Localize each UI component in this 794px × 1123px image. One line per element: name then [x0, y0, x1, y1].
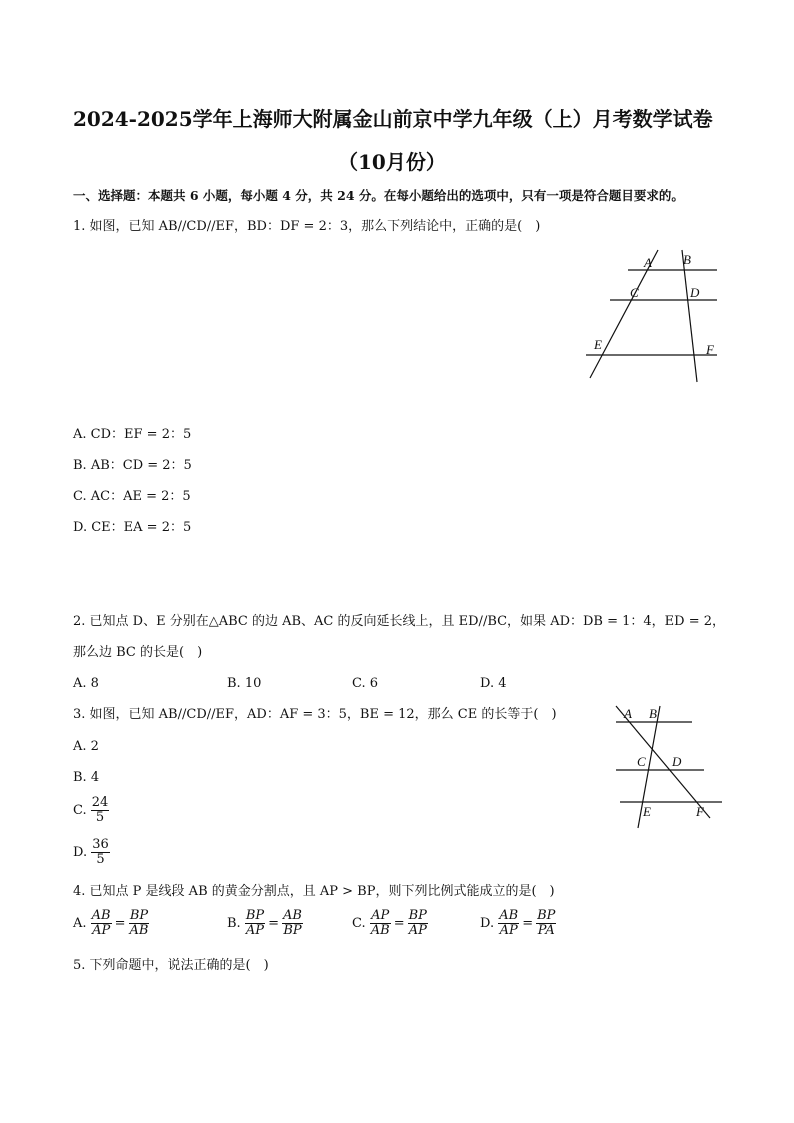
- q4-option-d[interactable]: [480, 909, 556, 938]
- q4-option-d-right: $\frac{BP}{PA}$: [537, 908, 556, 938]
- q3-option-c[interactable]: [73, 796, 109, 825]
- q1-option-c[interactable]: C. AC：AE = 2：5: [73, 489, 191, 504]
- q1-label-e: E: [594, 337, 602, 352]
- q3-option-c-fraction: $\frac{24}{5}$: [91, 795, 109, 825]
- q4-option-b-eq: =: [268, 915, 280, 931]
- q4-option-d-left: $\frac{AB}{AP}$: [499, 908, 519, 938]
- q4-option-c-right: $\frac{BP}{AP}$: [408, 908, 427, 938]
- q2-option-b[interactable]: B. 10: [227, 676, 262, 691]
- q1-figure: [582, 248, 722, 384]
- q4-option-b-right: $\frac{AB}{BP}$: [283, 908, 302, 938]
- q3-transversal-2: [616, 706, 710, 818]
- q2-option-a[interactable]: A. 8: [73, 676, 99, 691]
- q4-option-d-prefix: D.: [480, 916, 495, 931]
- q4-option-d-eq: =: [522, 915, 534, 931]
- q4-option-a-left: $\frac{AB}{AP}$: [91, 908, 111, 938]
- q4-option-b-prefix: B.: [227, 916, 241, 931]
- q4-option-a-right: $\frac{BP}{AB}$: [129, 908, 149, 938]
- q3-option-b[interactable]: B. 4: [73, 770, 100, 785]
- q3-option-d[interactable]: [73, 838, 110, 867]
- q3-label-b: B: [649, 706, 657, 721]
- q5-stem: 5. 下列命题中，说法正确的是( ): [73, 958, 269, 973]
- q3-figure: [610, 700, 730, 832]
- q1-label-c: C: [630, 285, 639, 300]
- q3-option-d-prefix: D.: [73, 845, 88, 860]
- section-heading: 一、选择题：本题共 6 小题，每小题 4 分，共 24 分。在每小题给出的选项中，只有一项是符合题目要求的。: [73, 188, 684, 203]
- q3-label-f: F: [696, 804, 704, 819]
- q4-option-a-prefix: A.: [73, 916, 87, 931]
- q1-label-d: D: [690, 285, 700, 300]
- q1-option-d[interactable]: D. CE：EA = 2：5: [73, 520, 192, 535]
- q3-label-c: C: [637, 754, 646, 769]
- q3-stem: 3. 如图，已知 AB//CD//EF，AD：AF = 3：5，BE = 12，那么 CE 的长等于( ): [73, 707, 557, 722]
- q3-option-c-prefix: C.: [73, 803, 87, 818]
- q4-option-b-left: $\frac{BP}{AP}$: [245, 908, 265, 938]
- q3-label-e: E: [643, 804, 651, 819]
- q3-label-d: D: [672, 754, 682, 769]
- q1-label-f: F: [706, 342, 714, 357]
- q3-option-a[interactable]: A. 2: [73, 739, 99, 754]
- q4-option-c[interactable]: [352, 909, 428, 938]
- q4-stem: 4. 已知点 P 是线段 AB 的黄金分割点，且 AP > BP，则下列比例式能成立的是( ): [73, 884, 555, 899]
- page-subtitle: （10月份）: [338, 150, 446, 174]
- q4-option-c-left: $\frac{AP}{AB}$: [370, 908, 390, 938]
- q3-option-d-fraction: $\frac{36}{5}$: [92, 837, 109, 867]
- q2-stem-line2: 那么边 BC 的长是( ): [73, 645, 203, 660]
- q4-option-c-prefix: C.: [352, 916, 366, 931]
- q2-option-c[interactable]: C. 6: [352, 676, 379, 691]
- q1-label-b: B: [683, 252, 691, 267]
- q4-option-b[interactable]: [227, 909, 303, 938]
- q1-stem: 1. 如图，已知 AB//CD//EF，BD：DF = 2：3，那么下列结论中，正确的是( ): [73, 219, 541, 234]
- q4-option-a[interactable]: [73, 909, 149, 938]
- q3-label-a: A: [624, 706, 632, 721]
- q1-label-a: A: [644, 255, 652, 270]
- q4-option-a-eq: =: [114, 915, 126, 931]
- q1-option-b[interactable]: B. AB：CD = 2：5: [73, 458, 192, 473]
- q2-option-d[interactable]: D. 4: [480, 676, 507, 691]
- q4-option-c-eq: =: [393, 915, 405, 931]
- q1-option-a[interactable]: A. CD：EF = 2：5: [73, 427, 192, 442]
- page-title: 2024-2025学年上海师大附属金山前京中学九年级（上）月考数学试卷: [73, 107, 713, 131]
- q2-stem-line1: 2. 已知点 D、E 分别在△ABC 的边 AB、AC 的反向延长线上，且 ED//BC，如果 AD：DB = 1：4，ED = 2，: [73, 614, 726, 629]
